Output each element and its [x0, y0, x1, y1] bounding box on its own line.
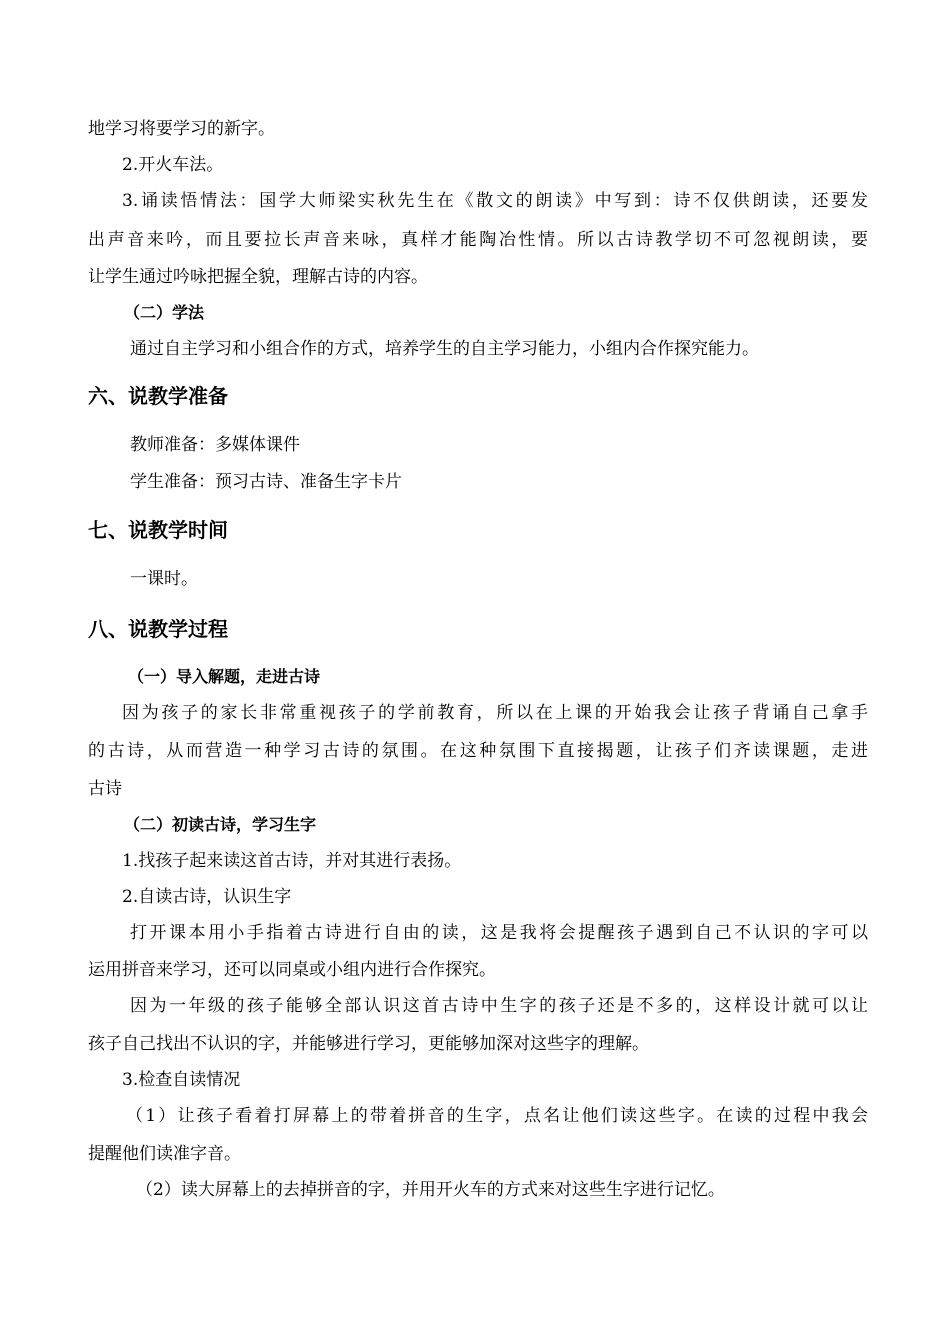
- part-2-paragraph-1-line-2: 运用拼音来学习，还可以同桌或小组内进行合作探究。: [88, 960, 496, 980]
- part-2-item-1: 1.找孩子起来读这首古诗，并对其进行表扬。: [122, 851, 462, 871]
- method-item-3-line-1: 3.诵读悟情法：国学大师梁实秋先生在《散文的朗读》中写到：诗不仅供朗读，还要发: [122, 191, 868, 211]
- teaching-time: 一课时。: [130, 569, 198, 589]
- method-item-3-line-2: 出声音来吟，而且要拉长声音来咏，真样才能陶冶性情。所以古诗教学切不可忽视朗读，要: [88, 230, 868, 250]
- study-method-text: 通过自主学习和小组合作的方式，培养学生的自主学习能力，小组内合作探究能力。: [130, 339, 759, 359]
- student-preparation: 学生准备：预习古诗、准备生字卡片: [130, 472, 402, 492]
- part-1-line-3: 古诗: [88, 779, 122, 799]
- part-2-sub-1-line-2: 提醒他们读准字音。: [88, 1144, 241, 1164]
- part-2-item-2: 2.自读古诗，认识生字: [122, 887, 292, 907]
- study-method-heading: （二）学法: [124, 303, 205, 322]
- method-item-3-line-3: 让学生通过吟咏把握全貌，理解古诗的内容。: [88, 267, 428, 287]
- part-2-item-3: 3.检查自读情况: [122, 1070, 241, 1090]
- part-2-heading: （二）初读古诗，学习生字: [124, 815, 317, 834]
- part-1-line-2: 的古诗，从而营造一种学习古诗的氛围。在这种氛围下直接揭题，让孩子们齐读课题，走进: [88, 741, 868, 761]
- part-2-paragraph-1-line-1: 打开课本用小手指着古诗进行自由的读，这是我将会提醒孩子遇到自己不认识的字可以: [130, 923, 868, 943]
- part-2-sub-2: （2）读大屏幕上的去掉拼音的字，并用开火车的方式来对这些生字进行记忆。: [136, 1180, 725, 1200]
- section-6-heading: 六、说教学准备: [88, 384, 228, 408]
- methods-continuation: 地学习将要学习的新字。: [88, 119, 275, 139]
- part-2-paragraph-2-line-2: 孩子自己找出不认识的字，并能够进行学习，更能够加深对这些字的理解。: [88, 1034, 649, 1054]
- method-item-2: 2.开火车法。: [122, 155, 224, 175]
- section-8-heading: 八、说教学过程: [88, 617, 228, 641]
- part-2-paragraph-2-line-1: 因为一年级的孩子能够全部认识这首古诗中生字的孩子还是不多的，这样设计就可以让: [130, 996, 868, 1016]
- teacher-preparation: 教师准备：多媒体课件: [130, 435, 300, 455]
- part-1-line-1: 因为孩子的家长非常重视孩子的学前教育，所以在上课的开始我会让孩子背诵自己拿手: [122, 703, 868, 723]
- part-1-heading: （一）导入解题，走进古诗: [128, 667, 321, 686]
- part-2-sub-1-line-1: （1）让孩子看着打屏幕上的带着拼音的生字，点名让他们读这些字。在读的过程中我会: [126, 1106, 868, 1126]
- section-7-heading: 七、说教学时间: [88, 518, 228, 542]
